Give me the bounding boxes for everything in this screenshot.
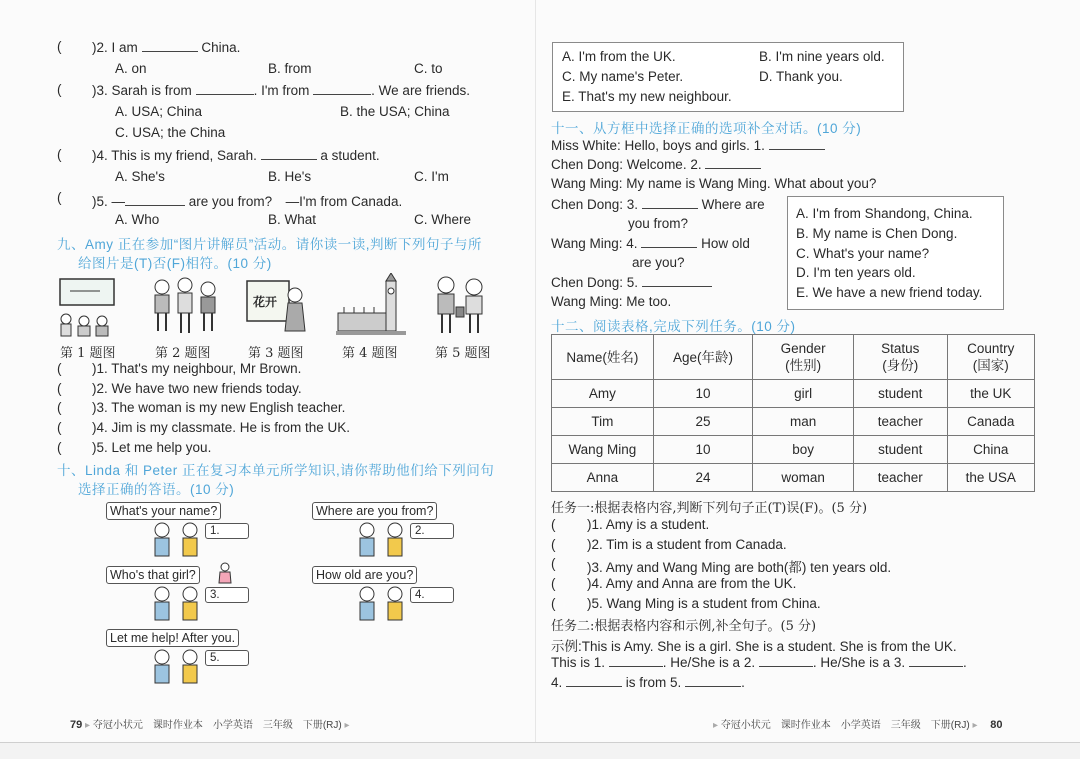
board-text: 花开 (253, 295, 278, 309)
cell-name: Anna (552, 464, 654, 492)
answer-box-3[interactable]: 3. (205, 587, 249, 603)
cell-status: student (853, 380, 947, 408)
right-footer (713, 716, 1003, 731)
task-1-sentence-4: )4. Amy and Anna are from the UK. (587, 576, 797, 591)
paren-open: ( (551, 556, 556, 571)
answer-blank[interactable] (759, 654, 813, 667)
cell-country: China (947, 436, 1034, 464)
bubble-1: What's your name? (106, 502, 221, 520)
kids-pair-2 (355, 521, 413, 557)
dialogue-line-4-cont: you from? (628, 216, 689, 231)
chevron-right-icon: ▸ (972, 720, 978, 731)
paren-open: ( (57, 147, 62, 162)
caption-5: 第 5 题图 (435, 346, 491, 361)
dialogue-line-5-cont: are you? (632, 255, 685, 270)
caption-4: 第 4 题图 (342, 346, 398, 361)
answer-blank[interactable] (641, 235, 697, 248)
option-d: D. I'm ten years old. (796, 265, 916, 280)
option-c: C. Where (414, 212, 472, 227)
paren-open: ( (57, 39, 62, 54)
right-page (535, 0, 1080, 740)
option-b: B. My name is Chen Dong. (796, 226, 958, 241)
left-page (0, 0, 535, 740)
cell-gender: girl (753, 380, 854, 408)
header-name: Name(姓名) (552, 335, 654, 380)
task-1-sentence-2: )2. Tim is a student from Canada. (587, 537, 787, 552)
option-c: C. to (414, 61, 443, 76)
picture-5-helping (430, 273, 492, 337)
cell-name: Amy (552, 380, 654, 408)
cell-gender: boy (753, 436, 854, 464)
dialogue-line-6: Chen Dong: 5. (551, 274, 712, 290)
footer-text: 夺冠小状元 课时作业本 小学英语 三年级 下册(RJ) (720, 720, 970, 731)
header-age: Age(年龄) (653, 335, 753, 380)
footer-text: 夺冠小状元 课时作业本 小学英语 三年级 下册(RJ) (92, 720, 342, 731)
question-8-3: )3. Sarah is from . I'm from . We are friends. (92, 83, 470, 98)
answer-blank[interactable] (909, 654, 963, 667)
cell-age: 10 (653, 436, 753, 464)
question-8-4: )4. This is my friend, Sarah. a student. (92, 148, 380, 163)
answer-box-1[interactable]: 1. (205, 523, 249, 539)
answer-box-5[interactable]: 5. (205, 650, 249, 666)
left-footer (70, 716, 350, 731)
paren-open: ( (551, 517, 556, 532)
cell-status: student (853, 436, 947, 464)
dialogue-line-5: Wang Ming: 4. How old (551, 236, 750, 251)
cell-country: the UK (947, 380, 1034, 408)
section-10-title: 十、Linda 和 Peter 正在复习本单元所学知识,请你帮助他们给下列问句 (57, 463, 495, 478)
task-2-fill-line-1: This is 1. . He/She is a 2. . He/She is a 3. . (551, 655, 967, 670)
task-1-sentence-3: )3. Amy and Wang Ming are both(都) ten years old. (587, 560, 892, 575)
chevron-right-icon: ▸ (713, 720, 719, 731)
paren-open: ( (551, 596, 556, 611)
option-c: C. USA; the China (115, 125, 226, 140)
section-9-title-2: 给图片是(T)否(F)相符。(10 分) (78, 256, 272, 271)
answer-blank[interactable] (685, 674, 741, 687)
picture-4-london (336, 273, 406, 337)
part11-options-box (787, 196, 1004, 310)
answer-box-4[interactable]: 4. (410, 587, 454, 603)
option-a: A. I'm from Shandong, China. (796, 206, 973, 221)
sentence-9-1: )1. That's my neighbour, Mr Brown. (92, 361, 302, 376)
kids-pair-1 (150, 521, 208, 557)
answer-blank[interactable] (313, 82, 371, 95)
cell-name: Tim (552, 408, 654, 436)
task-1-title: 任务一:根据表格内容,判断下列句子正(T)误(F)。(5 分) (551, 501, 868, 516)
caption-3: 第 3 题图 (248, 346, 304, 361)
option-a: A. I'm from the UK. (562, 49, 676, 64)
dialogue-line-1: Miss White: Hello, boys and girls. 1. (551, 137, 825, 153)
option-c: C. My name's Peter. (562, 69, 684, 84)
table-header-row (552, 335, 1035, 380)
option-b: B. I'm nine years old. (759, 49, 885, 64)
option-e: E. That's my new neighbour. (562, 89, 732, 104)
option-b: B. What (268, 212, 317, 227)
kids-pair-4 (355, 585, 413, 621)
answer-blank[interactable] (642, 196, 698, 209)
paren-open: ( (57, 82, 62, 97)
option-b: B. the USA; China (340, 104, 450, 119)
caption-1: 第 1 题图 (60, 346, 116, 361)
picture-3-teacher (245, 273, 307, 337)
cell-status: teacher (853, 408, 947, 436)
task-2-fill-line-2: 4. is from 5. . (551, 675, 745, 690)
page-number: 80 (990, 719, 1003, 731)
paren-open: ( (57, 440, 62, 455)
section-11-title: 十一、从方框中选择正确的选项补全对话。(10 分) (551, 121, 862, 136)
answer-blank[interactable] (125, 193, 185, 206)
answer-blank[interactable] (196, 82, 254, 95)
section-12-title: 十二、阅读表格,完成下列任务。(10 分) (551, 319, 796, 334)
student-info-table (551, 334, 1035, 492)
bubble-4: How old are you? (312, 566, 417, 584)
picture-1-classroom (56, 273, 118, 337)
task-2-example: 示例:This is Amy. She is a girl. She is a student. She is from the UK. (551, 639, 957, 654)
option-a: A. Who (115, 212, 160, 227)
bubble-5: Let me help! After you. (106, 629, 239, 647)
task-1-sentence-5: )5. Wang Ming is a student from China. (587, 596, 821, 611)
answer-blank[interactable] (769, 137, 825, 150)
picture-2-children (150, 273, 220, 337)
kids-pair-5 (150, 648, 208, 684)
kids-pair-3 (150, 585, 208, 621)
dialogue-line-4: Chen Dong: 3. Where are (551, 197, 765, 212)
sentence-9-4: )4. Jim is my classmate. He is from the UK. (92, 420, 351, 435)
paren-open: ( (551, 537, 556, 552)
header-gender: Gender (性别) (753, 335, 854, 380)
question-8-5: )5. — are you from? —I'm from Canada. (92, 194, 403, 209)
bubble-2: Where are you from? (312, 502, 437, 520)
option-c: C. I'm (414, 169, 449, 184)
answer-blank[interactable] (642, 274, 712, 287)
cell-age: 24 (653, 464, 753, 492)
cell-country: the USA (947, 464, 1034, 492)
sentence-9-3: )3. The woman is my new English teacher. (92, 400, 346, 415)
cell-country: Canada (947, 408, 1034, 436)
cell-age: 25 (653, 408, 753, 436)
chevron-right-icon: ▸ (85, 720, 91, 731)
table-row (552, 436, 1035, 464)
option-c: C. What's your name? (796, 246, 930, 261)
dialogue-line-2: Chen Dong: Welcome. 2. (551, 156, 761, 172)
sentence-9-2: )2. We have two new friends today. (92, 381, 302, 396)
answer-blank[interactable] (261, 147, 317, 160)
header-status: Status (身份) (853, 335, 947, 380)
page-number: 79 (70, 719, 83, 731)
dialogue-line-7: Wang Ming: Me too. (551, 294, 672, 309)
paren-open: ( (57, 190, 62, 205)
option-e: E. We have a new friend today. (796, 285, 983, 300)
paren-open: ( (57, 420, 62, 435)
header-country: Country (国家) (947, 335, 1034, 380)
option-a: A. She's (115, 169, 165, 184)
chevron-right-icon: ▸ (344, 720, 350, 731)
paren-open: ( (551, 576, 556, 591)
task-1-sentence-1: )1. Amy is a student. (587, 517, 710, 532)
option-b: B. He's (268, 169, 312, 184)
cell-gender: woman (753, 464, 854, 492)
answer-blank[interactable] (142, 39, 198, 52)
option-a: A. on (115, 61, 147, 76)
scan-edge (0, 742, 1080, 759)
cell-name: Wang Ming (552, 436, 654, 464)
table-row (552, 464, 1035, 492)
option-d: D. Thank you. (759, 69, 843, 84)
answer-blank[interactable] (566, 674, 622, 687)
cell-status: teacher (853, 464, 947, 492)
task-2-title: 任务二:根据表格内容和示例,补全句子。(5 分) (551, 619, 817, 634)
answer-box-2[interactable]: 2. (410, 523, 454, 539)
option-b: B. from (268, 61, 312, 76)
caption-2: 第 2 题图 (155, 346, 211, 361)
answer-blank[interactable] (609, 654, 663, 667)
paren-open: ( (57, 361, 62, 376)
question-8-2: )2. I am China. (92, 40, 241, 55)
answer-blank[interactable] (705, 156, 761, 169)
section-10-title-2: 选择正确的答语。(10 分) (78, 482, 235, 497)
cell-age: 10 (653, 380, 753, 408)
paren-open: ( (57, 381, 62, 396)
girl-figure (218, 562, 232, 584)
table-row (552, 380, 1035, 408)
table-row (552, 408, 1035, 436)
sentence-9-5: )5. Let me help you. (92, 440, 212, 455)
option-a: A. USA; China (115, 104, 203, 119)
dialogue-line-3: Wang Ming: My name is Wang Ming. What about you? (551, 176, 877, 191)
paren-open: ( (57, 400, 62, 415)
part10-options-box (552, 42, 904, 112)
section-9-title: 九、Amy 正在参加“图片讲解员”活动。请你读一读,判断下列句子与所 (57, 237, 482, 252)
bubble-3: Who's that girl? (106, 566, 200, 584)
cell-gender: man (753, 408, 854, 436)
